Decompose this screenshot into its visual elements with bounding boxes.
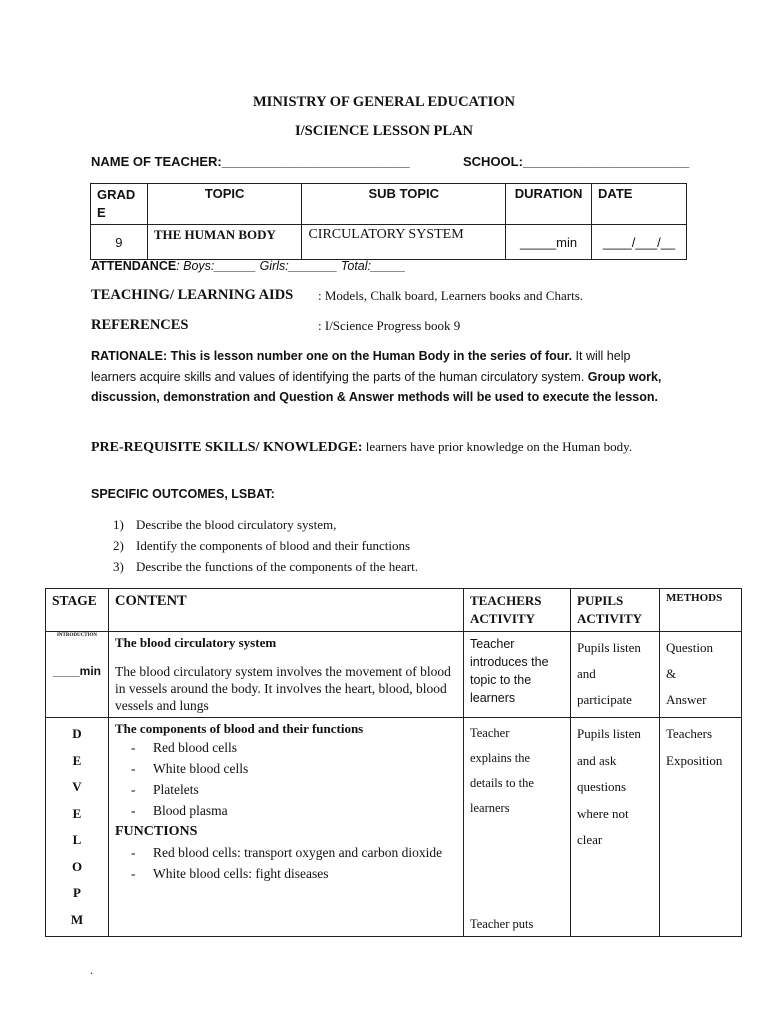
lesson-stages-table	[45, 588, 742, 937]
development-methods-text: Teachers Exposition	[666, 726, 723, 768]
function-text: Red blood cells: transport oxygen and carbon dioxide	[153, 845, 443, 860]
stage-letter: L	[72, 832, 82, 847]
list-item: - Blood plasma	[131, 803, 228, 818]
rationale-paragraph	[91, 346, 677, 408]
intro-stage-cell	[46, 632, 109, 718]
school-field: SCHOOL:_______________________	[463, 154, 690, 169]
list-item	[113, 535, 418, 556]
intro-pupils-activity: Pupils listen and participate	[571, 632, 660, 718]
intro-content-title: The blood circulatory system	[115, 635, 277, 650]
outcome-text: Describe the blood circulatory system,	[136, 517, 337, 532]
list-item: - White blood cells: fight diseases	[131, 866, 329, 881]
teacher-name-field: NAME OF TEACHER:__________________________	[91, 154, 410, 169]
teachers-activity-header: TEACHERS ACTIVITY	[464, 589, 571, 632]
function-text: White blood cells: fight diseases	[153, 866, 329, 881]
intro-content-text: The blood circulatory system involves the movement of blood in vessels around the body. It involves the heart, blood, blood vessels and lungs	[115, 664, 451, 713]
stage-header: STAGE	[46, 589, 109, 632]
subtopic-header: SUB TOPIC	[302, 184, 506, 225]
stage-letter: E	[72, 805, 82, 821]
info-table-header-row	[91, 184, 687, 225]
rationale-part2: It will help learners acquire skills and values of identifying the parts of the human circulatory system.	[91, 349, 631, 384]
attendance-label: ATTENDANCE	[91, 259, 177, 273]
outcome-number: 2)	[113, 538, 124, 553]
date-header: DATE	[592, 184, 687, 225]
component-text: Red blood cells	[153, 740, 237, 755]
duration-header: DURATION	[506, 184, 592, 225]
list-item: - Red blood cells	[131, 740, 237, 755]
development-content-cell	[109, 718, 464, 937]
list-item: - Red blood cells: transport oxygen and carbon dioxide	[131, 845, 443, 860]
rationale-part1: This is lesson number one on the Human Body in the series of four.	[167, 349, 573, 363]
lesson-info-table	[90, 183, 687, 260]
list-item: - Platelets	[131, 782, 199, 797]
prerequisite-label: PRE-REQUISITE SKILLS/ KNOWLEDGE:	[91, 440, 363, 455]
development-teachers-text: Teacher explains the details to the learners	[470, 726, 534, 815]
development-content-title: The components of blood and their functions	[115, 721, 364, 736]
stage-letter: P	[73, 885, 81, 900]
topic-header: TOPIC	[147, 184, 302, 225]
footer-dot: .	[90, 963, 93, 977]
pupils-activity-header: PUPILS ACTIVITY	[571, 589, 660, 632]
development-teachers-bottom: Teacher puts	[470, 917, 534, 931]
development-stage-cell	[46, 718, 109, 937]
attendance-text: : Boys:______ Girls:_______ Total:_____	[176, 259, 406, 273]
duration-value: _____min	[506, 225, 592, 260]
prerequisite-text: learners have prior knowledge on the Human body.	[362, 439, 633, 454]
topic-value: THE HUMAN BODY	[147, 225, 302, 260]
intro-stage-time: ____min	[52, 664, 102, 678]
stage-letter: M	[70, 911, 84, 927]
outcome-number: 3)	[113, 559, 124, 574]
table-row	[46, 632, 742, 718]
outcomes-list	[113, 514, 418, 577]
prerequisite-paragraph	[91, 438, 677, 457]
outcome-text: Identify the components of blood and their functions	[136, 538, 411, 553]
date-value: ____/___/__	[592, 225, 687, 260]
functions-title: FUNCTIONS	[115, 824, 198, 839]
list-item: - White blood cells	[131, 761, 249, 776]
attendance-line	[91, 259, 406, 273]
table-row	[46, 718, 742, 937]
stage-letter: E	[72, 752, 82, 768]
lesson-plan-title: I/SCIENCE LESSON PLAN	[294, 123, 474, 139]
ministry-title: MINISTRY OF GENERAL EDUCATION	[253, 94, 515, 110]
references-value: : I/Science Progress book 9	[318, 318, 461, 333]
outcome-number: 1)	[113, 517, 124, 532]
methods-header: METHODS	[660, 589, 742, 632]
development-teachers-activity	[464, 718, 571, 937]
rationale-label: RATIONALE:	[91, 349, 168, 363]
info-table-row	[91, 225, 687, 260]
development-pupils-activity: Pupils listen and ask questions where not clear	[571, 718, 660, 937]
grade-value: 9	[91, 225, 148, 260]
blood-components-list	[115, 737, 457, 821]
component-text: Platelets	[153, 782, 199, 797]
teaching-aids-value: : Models, Chalk board, Learners books and Charts.	[318, 288, 584, 303]
content-header: CONTENT	[109, 589, 464, 632]
references-label: REFERENCES	[91, 317, 189, 333]
lesson-table-header-row	[46, 589, 742, 632]
component-text: White blood cells	[153, 761, 249, 776]
stage-letter: D	[72, 726, 82, 741]
functions-list	[115, 842, 457, 884]
grade-header: GRADE	[91, 184, 148, 225]
stage-letter: O	[71, 858, 83, 874]
intro-content-cell	[109, 632, 464, 718]
intro-teachers-activity: Teacher introduces the topic to the learners	[464, 632, 571, 718]
subtopic-value: CIRCULATORY SYSTEM	[302, 225, 506, 260]
list-item	[113, 514, 418, 535]
component-text: Blood plasma	[153, 803, 228, 818]
intro-methods	[660, 632, 742, 718]
outcome-text: Describe the functions of the components of the heart.	[136, 559, 418, 574]
intro-methods-text: Question & Answer	[666, 640, 713, 707]
rationale-part3: Group work, discussion, demonstration and Question & Answer methods will be used to execute the lesson.	[91, 369, 662, 404]
teaching-aids-label: TEACHING/ LEARNING AIDS	[91, 287, 294, 303]
specific-outcomes-label: SPECIFIC OUTCOMES, LSBAT:	[91, 487, 275, 501]
stage-letter: V	[72, 779, 82, 794]
list-item	[113, 556, 418, 577]
intro-stage-label: INTRODUCTION	[56, 633, 97, 638]
development-methods	[660, 718, 742, 937]
